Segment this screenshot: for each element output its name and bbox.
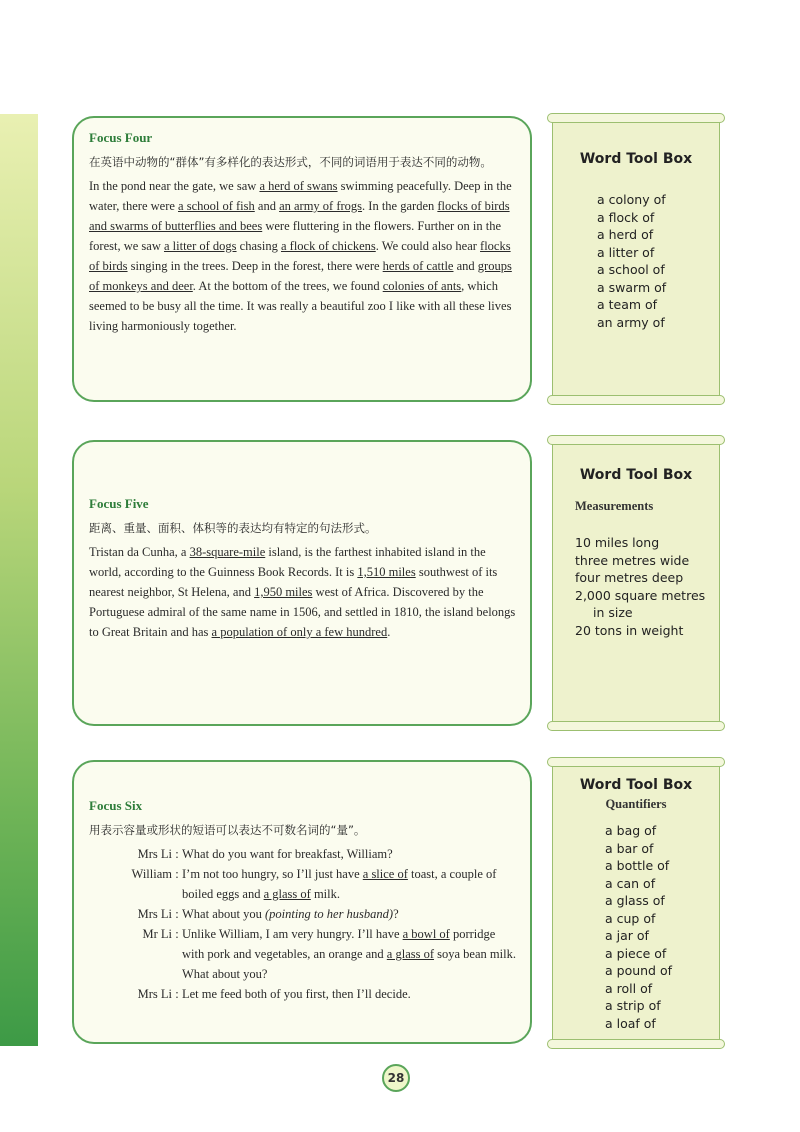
passage-text: chasing	[236, 239, 281, 253]
passage-underlined-phrase: a herd of swans	[259, 179, 338, 193]
dialog-text: milk.	[310, 887, 340, 901]
dialog-row	[89, 924, 516, 984]
passage-text: . At the bottom of the trees, we found	[192, 279, 383, 293]
tool-box-item: a flock of	[597, 209, 655, 225]
word-tool-box-six	[552, 762, 720, 1044]
tool-box-item: a litter of	[597, 244, 655, 260]
dialog-text: What do you want for breakfast, William?	[182, 847, 393, 861]
dialog-line	[182, 924, 516, 984]
passage-underlined-phrase: groups of monkeys and deer	[89, 259, 512, 293]
dialog-speaker: Mrs Li	[137, 847, 172, 861]
dialog-speaker: Mr Li	[142, 927, 172, 941]
dialog-underlined-phrase: a glass of	[386, 947, 435, 961]
tool-box-item: a bar of	[605, 840, 654, 856]
dialog-text: porridge with pork and vegetables, an orange and	[182, 927, 496, 961]
passage-underlined-phrase: a flock of chickens	[280, 239, 376, 253]
focus-six-dialog	[89, 844, 516, 1004]
passage-text: In the pond near the gate, we saw	[89, 179, 260, 193]
dialog-colon: :	[175, 987, 179, 1001]
dialog-text: What about you	[182, 907, 265, 921]
tool-box-item: a glass of	[605, 893, 665, 908]
word-tool-box-five-title: Word Tool Box	[579, 467, 693, 483]
dialog-speaker: William	[131, 867, 172, 881]
decorative-side-bar	[0, 114, 38, 1046]
tool-box-item: a herd of	[597, 227, 654, 242]
dialog-row	[89, 984, 516, 1004]
page-number: 28	[382, 1064, 410, 1092]
dialog-text: Unlike William, I am very hungry. I’ll have	[182, 927, 403, 941]
word-tool-box-six-subtitle: Quantifiers	[605, 797, 667, 811]
tool-box-item: a strip of	[605, 998, 661, 1013]
tool-box-item: an army of	[597, 314, 665, 330]
tool-box-item: a jar of	[605, 928, 649, 943]
word-tool-box-six-title: Word Tool Box	[579, 777, 693, 793]
tool-box-item: a school of	[597, 262, 665, 277]
passage-underlined-phrase: a school of fish	[178, 199, 255, 213]
passage-underlined-phrase: colonies of ants	[382, 279, 462, 293]
word-tool-box-six-list	[605, 822, 719, 1032]
dialog-speaker: Mrs Li	[137, 987, 172, 1001]
passage-text: singing in the trees. Deep in the forest, there were	[127, 259, 383, 273]
passage-underlined-phrase: 38-square-mile	[189, 545, 266, 559]
passage-text: and	[254, 199, 280, 213]
tool-box-item: a pound of	[605, 963, 673, 978]
word-tool-box-four-list	[597, 191, 719, 331]
focus-five-title: Focus Five	[89, 496, 149, 511]
dialog-colon: :	[175, 927, 179, 941]
passage-underlined-phrase: 1,510 miles	[357, 565, 416, 579]
dialog-row	[89, 904, 516, 924]
passage-underlined-phrase: a population of only a few hundred	[211, 625, 388, 639]
passage-text: , which seemed to be busy all the time. It was really a beautiful zoo I like with all these lives living harmoniously together.	[89, 279, 512, 333]
passage-text: island, is the farthest inhabited island in the world, according to the Guinness Book Records. It is	[89, 545, 486, 579]
focus-five-passage	[89, 542, 516, 642]
passage-text: west of Africa. Discovered by the Portuguese admiral of the same name in 1506, and settled in 1810, the island belongs to Great Britain and has	[89, 585, 516, 639]
dialog-text: toast, a couple of boiled eggs and	[182, 867, 497, 901]
dialog-line	[182, 984, 516, 1004]
word-tool-box-five	[552, 440, 720, 726]
dialog-underlined-phrase: a glass of	[263, 887, 311, 901]
dialog-text: ?	[393, 907, 399, 921]
dialog-underlined-phrase: a slice of	[362, 867, 408, 881]
focus-six-chinese-note: 用表示容量或形状的短语可以表达不可数名词的“量”。	[89, 823, 366, 837]
dialog-line	[182, 844, 516, 864]
tool-box-item: a loaf of	[605, 1015, 656, 1031]
dialog-row	[89, 864, 516, 904]
passage-underlined-phrase: flocks of birds	[89, 239, 511, 273]
tool-box-item: a swarm of	[597, 279, 667, 295]
dialog-row	[89, 844, 516, 864]
tool-box-item: 2,000 square metres	[575, 587, 706, 603]
passage-text: . We could also hear	[375, 239, 481, 253]
word-tool-box-four-title: Word Tool Box	[579, 151, 693, 167]
focus-four-passage	[89, 176, 516, 336]
focus-four-title: Focus Four	[89, 130, 153, 145]
passage-underlined-phrase: an army of frogs	[279, 199, 363, 213]
dialog-line	[182, 904, 516, 924]
dialog-line	[182, 864, 516, 904]
passage-text: and	[453, 259, 478, 273]
focus-six-title: Focus Six	[89, 798, 143, 813]
passage-text: . In the garden	[362, 199, 438, 213]
tool-box-item: a roll of	[605, 980, 653, 996]
dialog-colon: :	[175, 867, 179, 881]
tool-box-item: a bag of	[605, 823, 657, 838]
dialog-text: Let me feed both of you first, then I’ll decide.	[182, 987, 411, 1001]
word-tool-box-five-list	[575, 534, 719, 639]
passage-underlined-phrase: a litter of dogs	[163, 239, 237, 253]
dialog-colon: :	[175, 907, 179, 921]
tool-box-item: a cup of	[605, 910, 656, 926]
tool-box-item: 20 tons in weight	[575, 622, 684, 638]
focus-four-chinese-note: 在英语中动物的“群体”有多样化的表达形式，不同的词语用于表达不同的动物。	[89, 155, 492, 169]
tool-box-item: a can of	[605, 875, 656, 891]
tool-box-item: a piece of	[605, 945, 667, 961]
focus-five-box	[72, 440, 532, 726]
passage-underlined-phrase: 1,950 miles	[254, 585, 313, 599]
dialog-speaker: Mrs Li	[137, 907, 172, 921]
tool-box-item: in size	[593, 605, 633, 620]
passage-text: swimming peacefully. Deep in the water, there were	[89, 179, 512, 213]
word-tool-box-four	[552, 118, 720, 400]
dialog-text: (pointing to her husband)	[264, 907, 394, 921]
focus-five-chinese-note: 距离、重量、面积、体积等的表达均有特定的句法形式。	[89, 521, 377, 535]
tool-box-item: three metres wide	[575, 552, 690, 568]
dialog-underlined-phrase: a bowl of	[402, 927, 450, 941]
passage-text: southwest of its nearest neighbor, St Helena, and	[89, 565, 498, 599]
tool-box-item: 10 miles long	[575, 535, 660, 550]
focus-six-box	[72, 760, 532, 1044]
dialog-colon: :	[175, 847, 179, 861]
dialog-text: I’m not too hungry, so I’ll just have	[182, 867, 363, 881]
word-tool-box-five-subtitle: Measurements	[575, 499, 654, 513]
focus-four-box	[72, 116, 532, 402]
passage-text: .	[387, 625, 391, 639]
tool-box-item: four metres deep	[575, 570, 684, 585]
passage-underlined-phrase: flocks of birds and swarms of butterflies and bees	[89, 199, 510, 233]
passage-text: Tristan da Cunha, a	[89, 545, 190, 559]
passage-underlined-phrase: herds of cattle	[382, 259, 454, 273]
tool-box-item: a team of	[597, 297, 658, 312]
passage-text: were fluttering in the flowers. Further on in the forest, we saw	[89, 219, 502, 253]
tool-box-item: a colony of	[597, 192, 666, 207]
tool-box-item: a bottle of	[605, 858, 670, 873]
dialog-text: soya bean milk. What about you?	[182, 947, 516, 981]
